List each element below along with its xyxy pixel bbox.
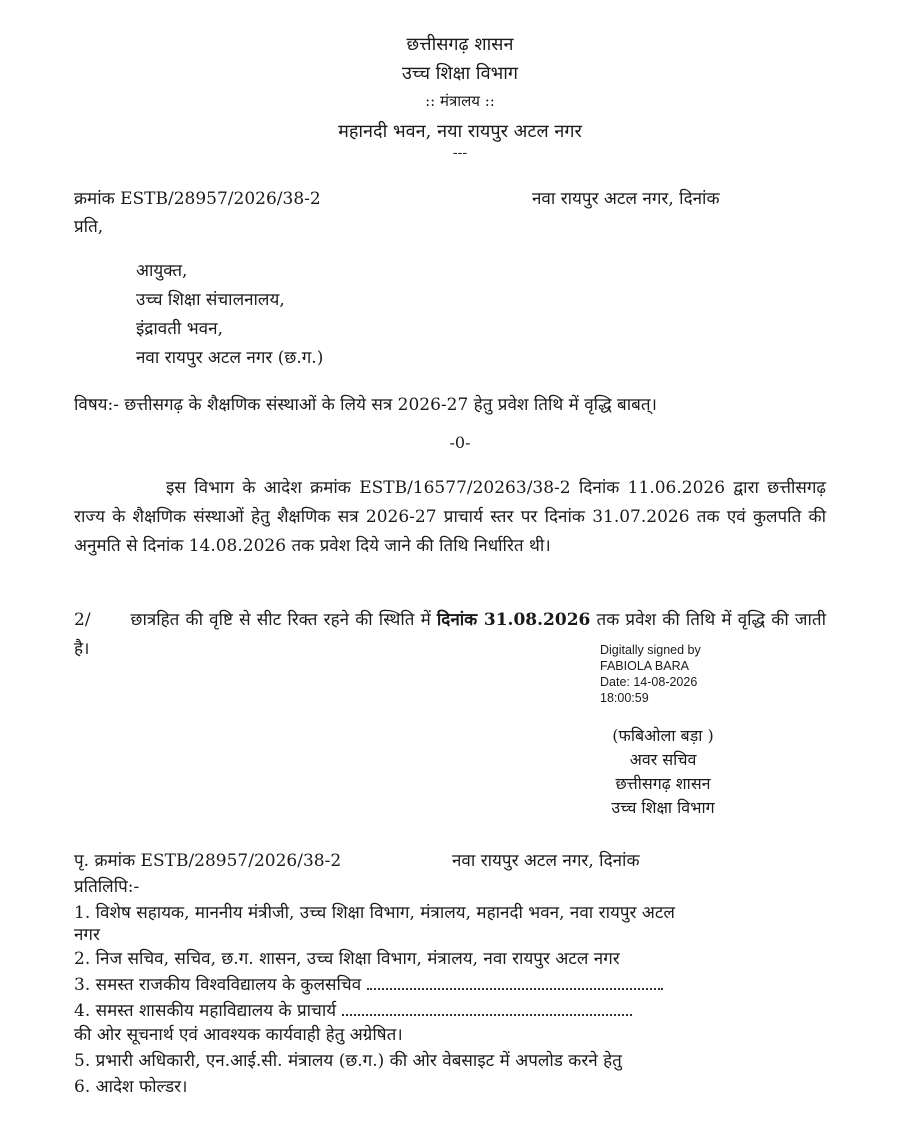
header-ministry: :: मंत्रालय :: [425,92,495,110]
header-address: महानदी भवन, नया रायपुर अटल नगर [338,121,582,142]
address-line: आयुक्त, [136,261,188,281]
digital-signature [600,642,701,706]
digital-signature-time: 18:00:59 [600,691,649,705]
endorsement-place-date: नवा रायपुर अटल नगर, दिनांक [452,851,640,871]
copy-item-4-text: 4. समस्त शासकीय महाविद्यालय के प्राचार्य [74,1001,337,1021]
copy-item-2: 2. निज सचिव, सचिव, छ.ग. शासन, उच्च शिक्षा विभाग, मंत्रालय, नवा रायपुर अटल नगर [74,949,620,969]
to-label: प्रति, [74,217,104,237]
paragraph-2-text-end: तक प्रवेश की तिथि में वृद्धि की जाती है। [74,610,827,659]
copy-item-1: 1. विशेष सहायक, माननीय मंत्रीजी, उच्च शिक्षा विभाग, मंत्रालय, महानदी भवन, नवा रायपुर अटल [74,903,675,923]
dotted-fill [342,1002,632,1016]
dotted-fill [367,976,663,990]
copy-item-1-continued: नगर [74,925,100,945]
copy-to-label: प्रतिलिपि:- [74,877,140,897]
signatory-government: छत्तीसगढ़ शासन [615,774,711,793]
paragraph-number: 2/ [74,610,91,630]
forward-note: की ओर सूचनार्थ एवं आवश्यक कार्यवाही हेतु अग्रेषित। [74,1025,403,1045]
address-line: इंद्रावती भवन, [136,319,223,339]
signatory-designation: अवर सचिव [629,750,697,769]
digital-signature-name: FABIOLA BARA [600,659,689,673]
address-line: नवा रायपुर अटल नगर (छ.ग.) [136,348,324,368]
address-line: उच्च शिक्षा संचालनालय, [136,290,285,310]
section-separator: -0- [449,433,471,452]
copy-item-3-text: 3. समस्त राजकीय विश्वविद्यालय के कुलसचिव [74,975,362,995]
paragraph-2-text: छात्रहित की वृष्टि से सीट रिक्त रहने की स्थिति में [130,610,437,630]
signatory-block [588,724,738,820]
header-government: छत्तीसगढ़ शासन [406,34,514,55]
order-paragraph-1 [74,474,826,561]
header-separator: --- [452,145,468,161]
signatory-name: (फबिओला बड़ा ) [612,726,714,745]
copy-item-3 [74,972,663,995]
order-paragraph-2 [74,606,826,664]
subject-line: विषय:- छत्तीसगढ़ के शैक्षणिक संस्थाओं के लिये सत्र 2026-27 हेतु प्रवेश तिथि में वृद्धि बाबत्। [74,395,658,415]
extended-date: दिनांक 31.08.2026 [436,610,591,630]
order-paragraph-1-text: इस विभाग के आदेश क्रमांक ESTB/16577/20263/38-2 दिनांक 11.06.2026 द्वारा छत्तीसगढ़ राज्य के शैक्षणिक संस्थाओं हेतु शैक्षणिक सत्र 2026-27 प्राचार्य स्तर पर दिनांक 31.07.2026 तक एवं कुलपति की अनुमति से दिनांक 14.08.2026 तक प्रवेश दिये जाने की तिथि निर्धारित थी। [74,478,826,556]
copy-item-5: 5. प्रभारी अधिकारी, एन.आई.सी. मंत्रालय (छ.ग.) की ओर वेबसाइट में अपलोड करने हेतु [74,1051,622,1071]
signatory-department: उच्च शिक्षा विभाग [611,798,715,817]
copy-item-6: 6. आदेश फोल्डर। [74,1077,188,1097]
digital-signature-date: Date: 14-08-2026 [600,675,698,689]
digital-signature-line: Digitally signed by [600,643,701,657]
header-department: उच्च शिक्षा विभाग [401,63,519,84]
order-place-date: नवा रायपुर अटल नगर, दिनांक [532,189,720,209]
order-number: क्रमांक ESTB/28957/2026/38-2 [74,189,321,209]
copy-item-4 [74,998,632,1021]
endorsement-number: पृ. क्रमांक ESTB/28957/2026/38-2 [74,851,342,871]
